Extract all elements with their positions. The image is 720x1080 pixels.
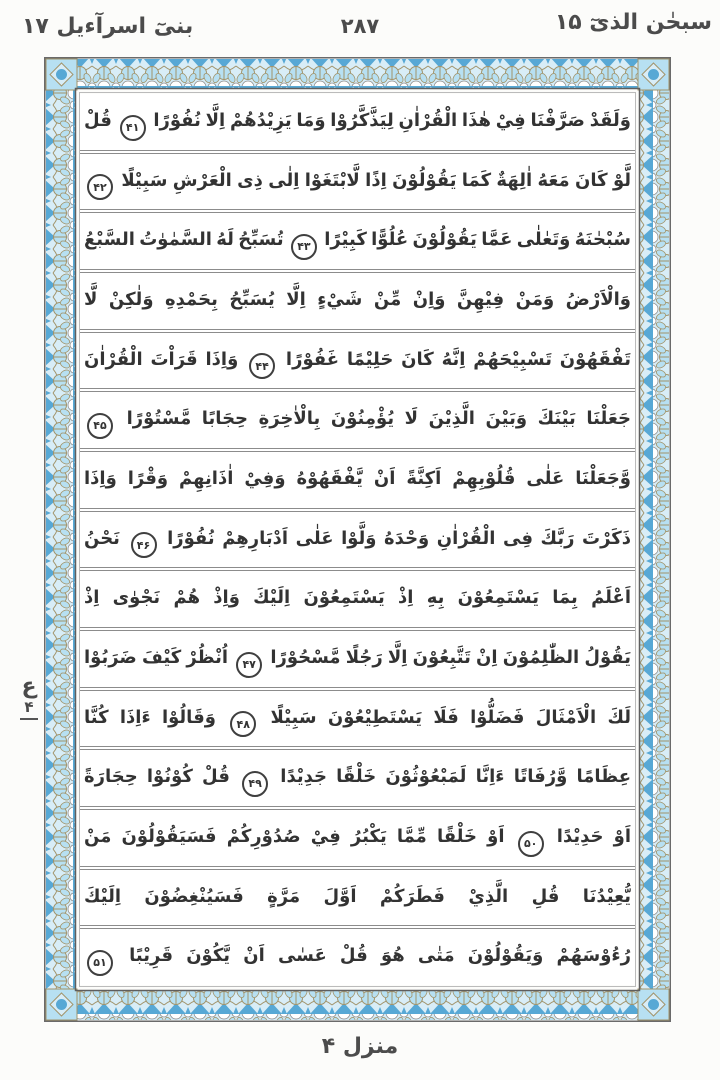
verse-number-badge: ۴۳: [291, 234, 317, 260]
quran-line: تَفْقَهُوْنَ تَسْبِيْحَهُمْ اِنَّهُ كَانَ حَلِيْمًا غَفُوْرًا ۴۴ وَاِذَا قَرَاْتَ الْقُرْاٰنَ: [80, 329, 635, 389]
quran-line: يُّعِيْدُنَا قُلِ الَّذِيْ فَطَرَكُمْ اَوَّلَ مَرَّةٍ فَسَيُنْغِضُوْنَ اِلَيْكَ: [80, 866, 635, 926]
quran-line: وَلَقَدْ صَرَّفْنَا فِيْ هٰذَا الْقُرْاٰنِ لِيَذَّكَّرُوْا وَمَا يَزِيْدُهُمْ اِلَّا نُفُوْرًا ۴۱ قُلْ: [80, 94, 635, 150]
ruku-number: ۴: [20, 698, 37, 720]
page-number: ۲۸۷: [340, 14, 380, 38]
quran-line: يَقُوْلُ الظّٰلِمُوْنَ اِنْ تَتَّبِعُوْنَ اِلَّا رَجُلًا مَّسْحُوْرًا ۴۷ اُنْظُرْ كَيْفَ ضَرَبُوْا: [80, 627, 635, 687]
quran-line: وَالْاَرْضُ وَمَنْ فِيْهِنَّ وَاِنْ مِّنْ شَيْءٍ اِلَّا يُسَبِّحُ بِحَمْدِهِ وَلٰكِنْ لَّا: [80, 269, 635, 329]
quran-line: وَّجَعَلْنَا عَلٰى قُلُوْبِهِمْ اَكِنَّةً اَنْ يَّفْقَهُوْهُ وَفِيْ اٰذَانِهِمْ وَقْرًا وَاِذَا: [80, 448, 635, 508]
quran-line: رُءُوْسَهُمْ وَيَقُوْلُوْنَ مَتٰى هُوَ قُلْ عَسٰى اَنْ يَّكُوْنَ قَرِيْبًا ۵۱: [80, 925, 635, 985]
verse-number-badge: ۵۱: [87, 950, 113, 976]
ruku-marker: [12, 676, 46, 720]
manzil-label: منزل ۴: [321, 1034, 399, 1059]
quran-line: لَكَ الْاَمْثَالَ فَضَلُّوْا فَلَا يَسْتَطِيْعُوْنَ سَبِيْلًا ۴۸ وَقَالُوْا ءَاِذَا كُنَّا: [80, 687, 635, 747]
verse-number-badge: ۴۹: [242, 771, 268, 797]
quran-line: لَّوْ كَانَ مَعَهُ اٰلِهَةٌ كَمَا يَقُوْلُوْنَ اِذًا لَّابْتَغَوْا اِلٰى ذِى الْعَرْشِ سَبِيْلًا ۴۲: [80, 150, 635, 210]
verse-number-badge: ۵۰: [518, 831, 544, 857]
verse-number-badge: ۴۲: [87, 174, 113, 200]
verse-number-badge: ۴۶: [131, 532, 157, 558]
quran-line: اَوْ حَدِيْدًا ۵۰ اَوْ خَلْقًا مِّمَّا يَكْبُرُ فِيْ صُدُوْرِكُمْ فَسَيَقُوْلُوْنَ مَنْ: [80, 806, 635, 866]
quran-lines: [80, 94, 635, 985]
verse-number-badge: ۴۸: [230, 711, 256, 737]
quran-line: ذَكَرْتَ رَبَّكَ فِى الْقُرْاٰنِ وَحْدَهُ وَلَّوْا عَلٰى اَدْبَارِهِمْ نُفُوْرًا ۴۶ نَحْنُ: [80, 508, 635, 568]
verse-number-badge: ۴۴: [249, 353, 275, 379]
quran-line: عِظَامًا وَّرُفَاتًا ءَاِنَّا لَمَبْعُوْثُوْنَ خَلْقًا جَدِيْدًا ۴۹ قُلْ كُوْنُوْا حِجَارَةً: [80, 746, 635, 806]
ruku-ain-symbol: ع: [21, 674, 37, 699]
juz-title: سبحٰن الذیٓ ۱۵: [554, 10, 712, 35]
verse-number-badge: ۴۷: [236, 652, 262, 678]
verse-number-badge: ۴۵: [87, 413, 113, 439]
surah-title: بنیٓ اسرآءیل ۱۷: [22, 14, 194, 39]
quran-line: جَعَلْنَا بَيْنَكَ وَبَيْنَ الَّذِيْنَ لَا يُؤْمِنُوْنَ بِالْاٰخِرَةِ حِجَابًا مَّسْتُوْرًا ۴۵: [80, 388, 635, 448]
quran-line: اَعْلَمُ بِمَا يَسْتَمِعُوْنَ بِهِ اِذْ يَسْتَمِعُوْنَ اِلَيْكَ وَاِذْ هُمْ نَجْوٰى اِذْ: [80, 567, 635, 627]
quran-line: سُبْحٰنَهُ وَتَعٰلٰى عَمَّا يَقُوْلُوْنَ عُلُوًّا كَبِيْرًا ۴۳ تُسَبِّحُ لَهُ السَّمٰوٰتُ السَّبْعُ: [80, 209, 635, 269]
verse-number-badge: ۴۱: [120, 115, 146, 141]
running-head: [0, 8, 720, 50]
